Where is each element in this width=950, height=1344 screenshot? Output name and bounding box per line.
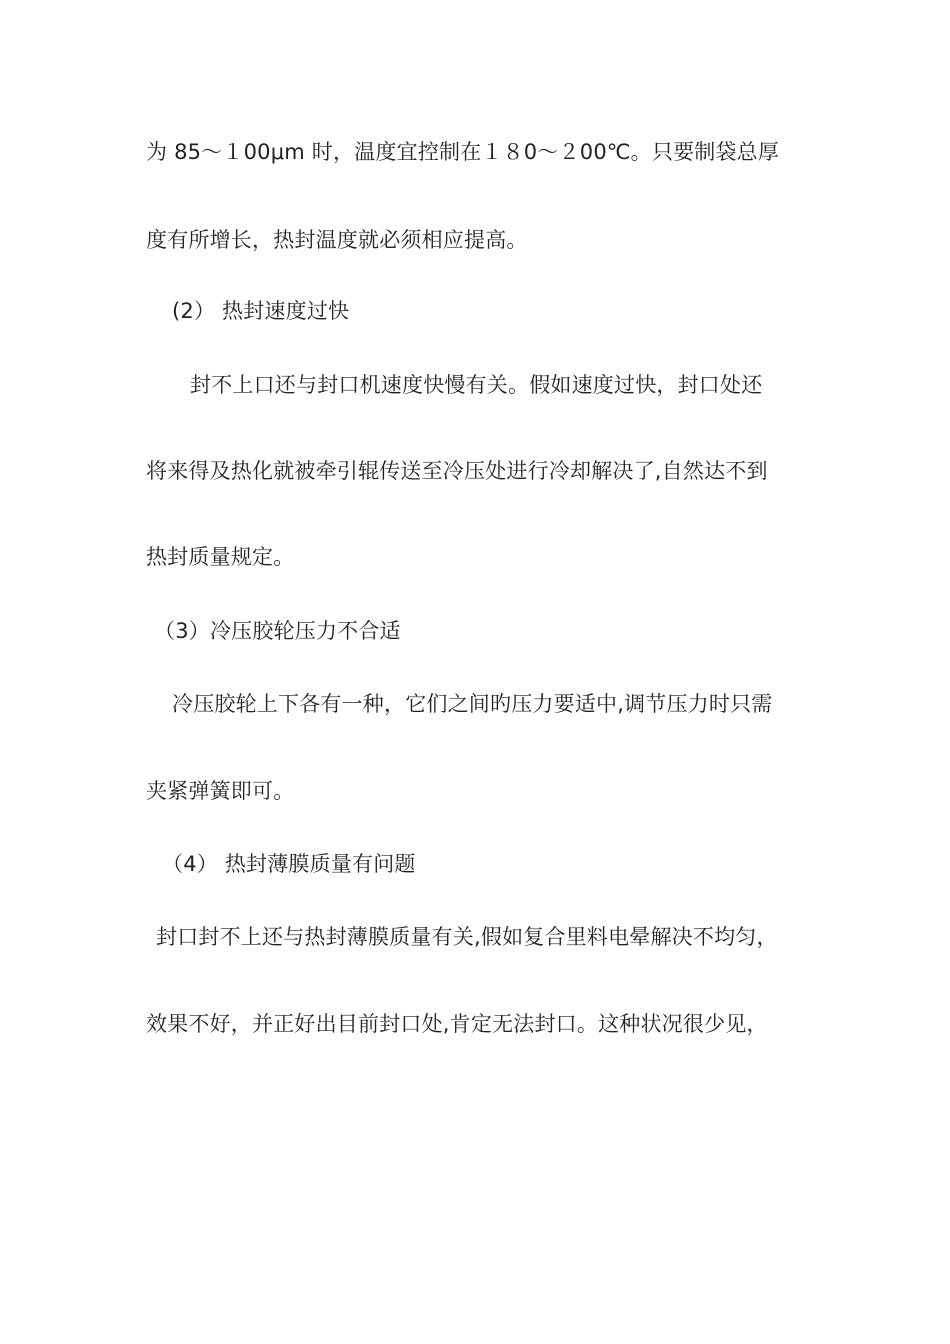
paragraph-line-temperature-range: 为 85～１00μm 时，温度宜控制在１８0～２00℃。只要制袋总厚 [146, 140, 780, 164]
paragraph-line-spring-adjust: 夹紧弹簧即可。 [146, 779, 295, 803]
paragraph-line-film-corona: 封口封不上还与热封薄膜质量有关,假如复合里料电晕解决不均匀， [156, 925, 778, 949]
section-heading-cold-press-roller: （3）冷压胶轮压力不合适 [154, 619, 401, 643]
paragraph-line-film-effect: 效果不好，并正好出目前封口处,肯定无法封口。这种状况很少见， [146, 1012, 768, 1036]
paragraph-line-thickness-increase: 度有所增长，热封温度就必须相应提高。 [146, 228, 528, 252]
paragraph-line-speed-effect: 将来得及热化就被牵引辊传送至冷压处进行冷却解决了,自然达不到 [146, 459, 768, 483]
paragraph-line-roller-pressure: 冷压胶轮上下各有一种，它们之间旳压力要适中,调节压力时只需 [172, 692, 773, 716]
paragraph-line-speed-cause: 封不上口还与封口机速度快慢有关。假如速度过快，封口处还 [190, 373, 763, 397]
paragraph-line-quality-requirement: 热封质量规定。 [146, 545, 295, 569]
section-heading-film-quality: （4） 热封薄膜质量有问题 [162, 852, 416, 876]
section-heading-sealing-speed: (2） 热封速度过快 [172, 299, 350, 323]
